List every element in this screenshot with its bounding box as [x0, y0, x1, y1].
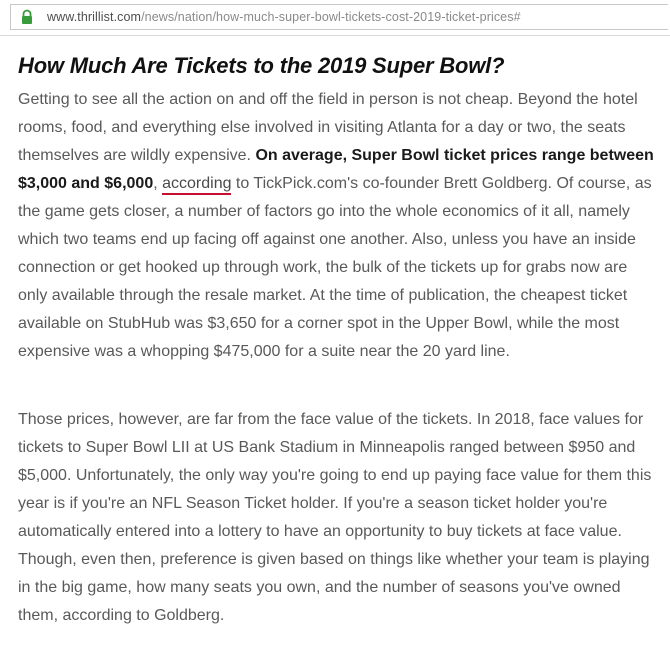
lock-icon [19, 9, 35, 25]
url-field[interactable] [10, 4, 668, 30]
url-domain: www.thrillist.com [47, 10, 142, 24]
according-link[interactable]: according [162, 175, 231, 195]
article-body [18, 52, 658, 630]
url-path: /news/nation/how-much-super-bowl-tickets-cost-2019-ticket-prices# [141, 10, 521, 24]
paragraph-1-comma: , [153, 175, 163, 192]
article-headline: How Much Are Tickets to the 2019 Super Bowl? [18, 53, 505, 78]
paragraph-1-rest: to TickPick.com's co-founder Brett Goldberg. Of course, as the game gets closer, a number of factors go into the whole economics of it all, namely which two teams end up facing off against one another. Also, unless you have an inside connection or get hooked up through work, the bulk of the tickets up for grabs now are only available through the resale market. At the time of publication, the cheapest ticket available on StubHub was $3,650 for a corner spot in the Upper Bowl, while the most expensive was a whopping $475,000 for a suite near the 20 yard line. [18, 175, 652, 360]
url-text[interactable] [47, 10, 521, 24]
paragraph-2: Those prices, however, are far from the face value of the tickets. In 2018, face values for tickets to Super Bowl LII at US Bank Stadium in Minneapolis ranged between $950 and $5,000. Unfortunately, the only way you're going to end up paying face value for them this year is if you're an NFL Season Ticket holder. If you're a season ticket holder you're automatically entered into a lottery to have an opportunity to buy tickets at face value. Though, even then, preference is given based on things like whether your team is playing in the big game, how many seats you own, and the number of seasons you've owned them, according to Goldberg. [18, 411, 652, 624]
address-bar[interactable] [0, 0, 670, 36]
price-range-claim: On average, Super Bowl ticket prices range between $3,000 and $6,000 [18, 147, 654, 192]
paragraph-1 [18, 86, 658, 366]
paragraph-1-intro: Getting to see all the action on and off the field in person is not cheap. Beyond the hotel rooms, food, and everything else involved in visiting Atlanta for a day or two, the seats themselves are wildly expensive. [18, 91, 638, 164]
